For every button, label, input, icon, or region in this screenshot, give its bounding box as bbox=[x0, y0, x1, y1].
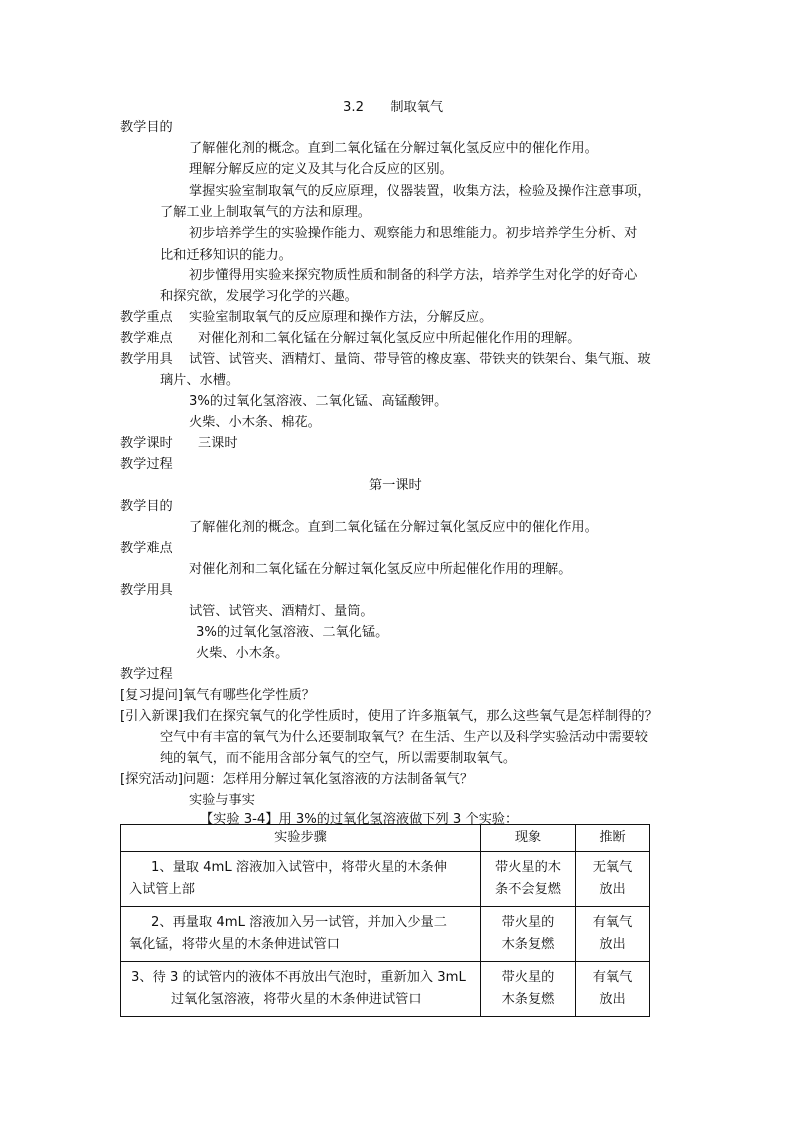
lesson-tools-line: 试管、试管夹、酒精灯、量筒。 bbox=[189, 604, 374, 619]
lesson-tools-label: 教学用具 bbox=[120, 583, 173, 598]
difficulty-text: 对催化剂和二氧化锰在分解过氧化氢反应中所起催化作用的理解。 bbox=[198, 331, 581, 346]
inference-cell bbox=[576, 907, 650, 962]
objectives-label: 教学目的 bbox=[120, 120, 173, 135]
key-points-text: 实验室制取氧气的反应原理和操作方法，分解反应。 bbox=[189, 310, 493, 325]
intro-line: 空气中有丰富的氧气为什么还要制取氧气？在生活、生产以及科学实验活动中需要较 bbox=[160, 730, 648, 745]
inference-line: 有氧气 bbox=[592, 970, 633, 985]
inference-line: 有氧气 bbox=[592, 915, 633, 930]
hours-text: 三课时 bbox=[198, 436, 238, 451]
phenomenon-line: 木条复燃 bbox=[501, 992, 555, 1007]
phenomenon-cell bbox=[481, 907, 576, 962]
tools-line: 试管、试管夹、酒精灯、量筒、带导管的橡皮塞、带铁夹的铁架台、集气瓶、玻 bbox=[189, 352, 651, 367]
phenomenon-line: 条不会复燃 bbox=[495, 882, 561, 897]
table-row bbox=[121, 907, 650, 962]
objective-line: 初步培养学生的实验操作能力、观察能力和思维能力。初步培养学生分析、对 bbox=[189, 226, 638, 241]
objective-line: 掌握实验室制取氧气的反应原理，仪器装置，收集方法，检验及操作注意事项， bbox=[189, 184, 651, 199]
phenomenon-line: 带火星的木 bbox=[495, 860, 561, 875]
phenomenon-cell bbox=[481, 852, 576, 907]
lesson-objectives-label: 教学目的 bbox=[120, 499, 173, 514]
step-line: 氧化锰，将带火星的木条伸进试管口 bbox=[129, 937, 340, 952]
tools-line: 璃片、水槽。 bbox=[160, 373, 240, 388]
lesson-objectives-text: 了解催化剂的概念。直到二氧化锰在分解过氧化氢反应中的催化作用。 bbox=[189, 520, 598, 535]
experiment-table bbox=[120, 824, 650, 1017]
step-line: 1、量取 4mL 溶液加入试管中，将带火星的木条伸 bbox=[151, 860, 447, 875]
header-inference: 推断 bbox=[576, 825, 650, 852]
step-line: 2、再量取 4mL 溶液加入另一试管，并加入少量二 bbox=[151, 915, 447, 930]
step-cell bbox=[121, 962, 481, 1017]
inference-line: 放出 bbox=[599, 937, 626, 952]
objective-line: 理解分解反应的定义及其与化合反应的区别。 bbox=[189, 162, 453, 177]
objective-line: 比和迁移知识的能力。 bbox=[160, 248, 292, 263]
header-step: 实验步骤 bbox=[121, 825, 481, 852]
phenomenon-line: 木条复燃 bbox=[501, 937, 555, 952]
hours-label: 教学课时 bbox=[120, 436, 173, 451]
document-title: 3.2 制取氧气 bbox=[343, 100, 444, 115]
intro-line: [引入新课]我们在探究氧气的化学性质时，使用了许多瓶氧气，那么这些氧气是怎样制得的？ bbox=[120, 709, 658, 724]
process-label: 教学过程 bbox=[120, 457, 173, 472]
facts-heading: 实验与事实 bbox=[189, 793, 255, 808]
inference-line: 放出 bbox=[599, 882, 626, 897]
objective-line: 了解催化剂的概念。直到二氧化锰在分解过氧化氢反应中的催化作用。 bbox=[189, 141, 598, 156]
inquiry-question: [探究活动]问题：怎样用分解过氧化氢溶液的方法制备氧气？ bbox=[120, 772, 474, 787]
experiment-caption: 【实验 3-4】用 3%的过氧化氢溶液做下列 3 个实验： bbox=[200, 812, 519, 827]
objective-line: 了解工业上制取氧气的方法和原理。 bbox=[160, 205, 371, 220]
step-cell bbox=[121, 852, 481, 907]
inference-cell bbox=[576, 962, 650, 1017]
lesson-heading: 第一课时 bbox=[369, 478, 422, 493]
step-line: 3、待 3 的试管内的液体不再放出气泡时，重新加入 3mL bbox=[131, 970, 466, 985]
tools-line: 火柴、小木条、棉花。 bbox=[189, 415, 321, 430]
phenomenon-cell bbox=[481, 962, 576, 1017]
tools-label: 教学用具 bbox=[120, 352, 173, 367]
intro-line: 纯的氧气，而不能用含部分氧气的空气，所以需要制取氧气。 bbox=[160, 751, 517, 766]
review-question: [复习提问]氧气有哪些化学性质？ bbox=[120, 688, 315, 703]
phenomenon-line: 带火星的 bbox=[501, 915, 555, 930]
difficulty-label: 教学难点 bbox=[120, 331, 173, 346]
lesson-difficulty-text: 对催化剂和二氧化锰在分解过氧化氢反应中所起催化作用的理解。 bbox=[189, 562, 572, 577]
table-header-row bbox=[121, 825, 650, 852]
inference-cell bbox=[576, 852, 650, 907]
objective-line: 初步懂得用实验来探究物质性质和制备的科学方法，培养学生对化学的好奇心 bbox=[189, 268, 638, 283]
lesson-tools-line: 火柴、小木条。 bbox=[196, 646, 289, 661]
lesson-difficulty-label: 教学难点 bbox=[120, 541, 173, 556]
step-line: 入试管上部 bbox=[129, 882, 195, 897]
tools-line: 3%的过氧化氢溶液、二氧化锰、高锰酸钾。 bbox=[189, 394, 448, 409]
lesson-tools-line: 3%的过氧化氢溶液、二氧化锰。 bbox=[196, 625, 389, 640]
table-row bbox=[121, 962, 650, 1017]
objective-line: 和探究欲，发展学习化学的兴趣。 bbox=[160, 289, 358, 304]
step-line: 过氧化氢溶液，将带火星的木条伸进试管口 bbox=[171, 992, 422, 1007]
lesson-process-label: 教学过程 bbox=[120, 667, 173, 682]
inference-line: 无氧气 bbox=[592, 860, 633, 875]
step-cell bbox=[121, 907, 481, 962]
inference-line: 放出 bbox=[599, 992, 626, 1007]
key-points-label: 教学重点 bbox=[120, 310, 173, 325]
phenomenon-line: 带火星的 bbox=[501, 970, 555, 985]
header-phenomenon: 现象 bbox=[481, 825, 576, 852]
table-row bbox=[121, 852, 650, 907]
